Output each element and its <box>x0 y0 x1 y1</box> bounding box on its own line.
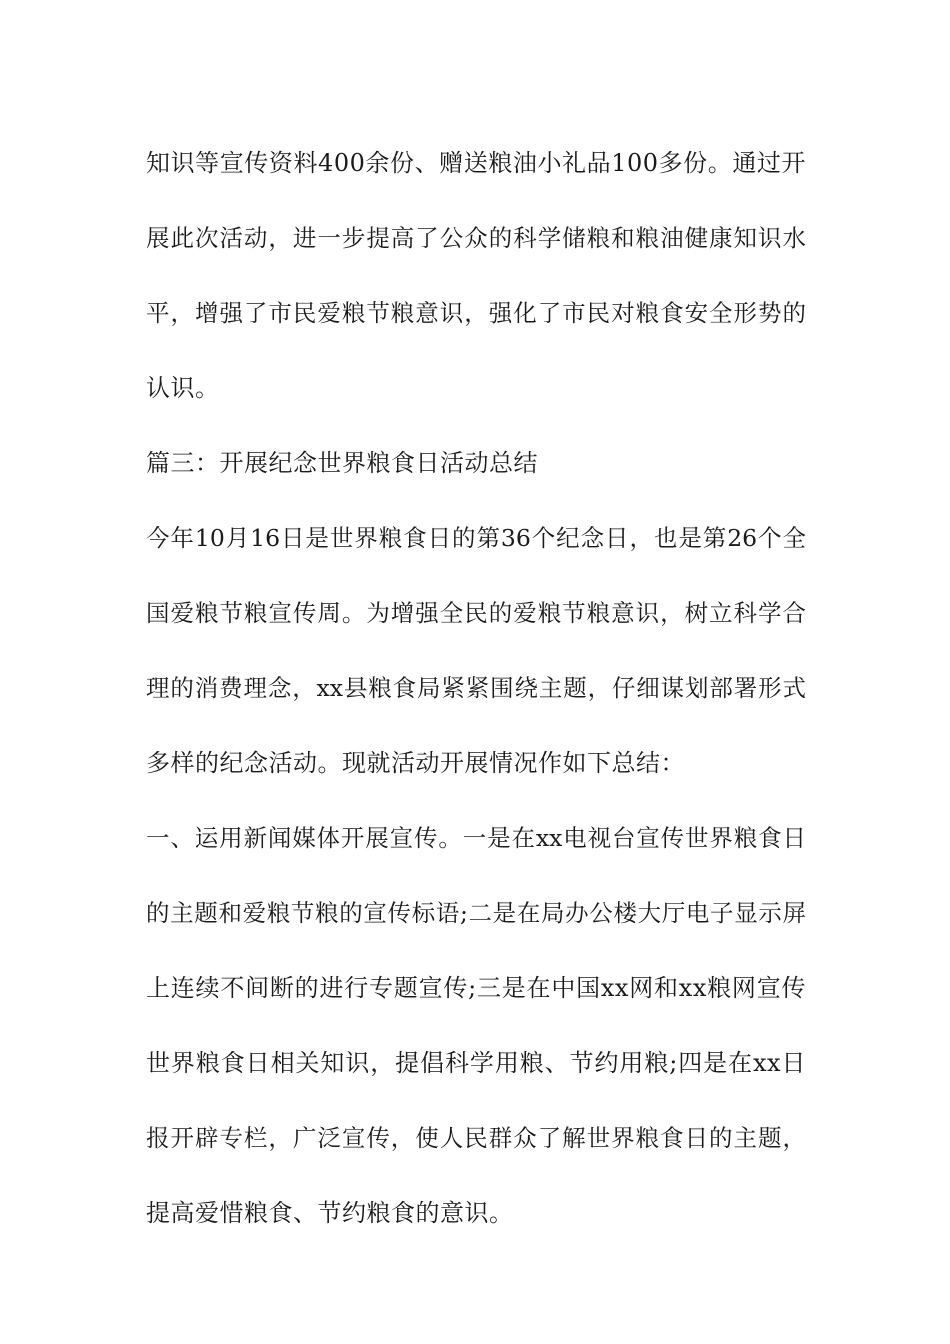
text-line: 多样的纪念活动。现就活动开展情况作如下总结： <box>146 749 685 777</box>
text-line: 世界粮食日相关知识，提倡科学用粮、节约用粮;四是在xx日 <box>146 1049 806 1077</box>
text-line: 国爱粮节粮宣传周。为增强全民的爱粮节粮意识，树立科学合 <box>146 599 806 627</box>
text-line: 一、运用新闻媒体开展宣传。一是在xx电视台宣传世界粮食日 <box>146 824 806 852</box>
text-line: 上连续不间断的进行专题宣传;三是在中国xx网和xx粮网宣传 <box>146 974 806 1002</box>
text-line: 平，增强了市民爱粮节粮意识，强化了市民对粮食安全形势的 <box>146 299 806 327</box>
text-line: 的主题和爱粮节粮的宣传标语;二是在局办公楼大厅电子显示屏 <box>146 899 806 927</box>
text-line: 提高爱惜粮食、节约粮食的意识。 <box>146 1199 514 1227</box>
text-line: 展此次活动，进一步提高了公众的科学储粮和粮油健康知识水 <box>146 224 806 252</box>
text-line: 理的消费理念，xx县粮食局紧紧围绕主题，仔细谋划部署形式 <box>146 674 806 702</box>
section-heading: 篇三：开展纪念世界粮食日活动总结 <box>146 449 538 477</box>
text-line: 今年10月16日是世界粮食日的第36个纪念日，也是第26个全 <box>146 524 806 552</box>
text-line: 知识等宣传资料400余份、赠送粮油小礼品100多份。通过开 <box>146 149 806 177</box>
document-body <box>146 126 806 1251</box>
text-line: 报开辟专栏，广泛宣传，使人民群众了解世界粮食日的主题， <box>146 1124 806 1152</box>
text-line: 认识。 <box>146 374 220 402</box>
